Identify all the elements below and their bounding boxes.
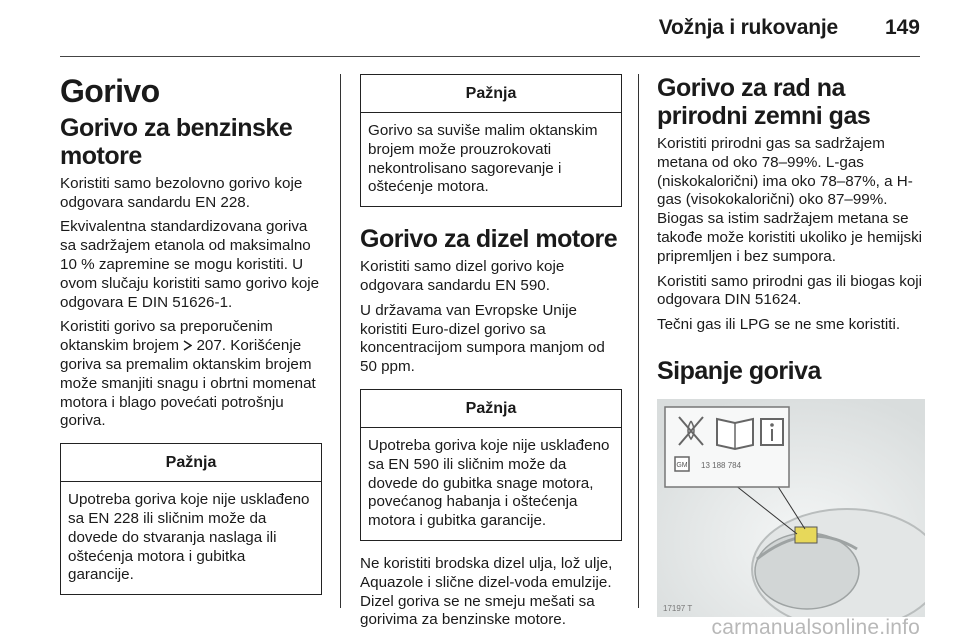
arrow-reference-icon[interactable]: [183, 340, 192, 351]
notice-box: [360, 389, 622, 541]
subsection-title: Gorivo za benzinske motore: [60, 113, 293, 170]
watermark: carmanualsonline.info: [711, 616, 920, 639]
page-number: 149: [884, 16, 920, 39]
column-left: [60, 74, 322, 607]
column-middle: [360, 74, 622, 636]
page-header: [0, 0, 960, 60]
column-divider: [638, 74, 639, 608]
subsection-title: Sipanje goriva: [657, 356, 821, 385]
paragraph: [60, 318, 322, 431]
notice-title: Pažnja: [361, 75, 621, 113]
notice-text: Upotreba goriva koje nije usklađeno sa EN 228 ili sličnim može da dovede do stvaranja naslaga ili oštećenja motora i gubitka garancije.: [68, 491, 310, 584]
subsection-title: Gorivo za rad na prirodni zemni gas: [657, 74, 871, 130]
paragraph: Koristiti samo dizel gorivo koje odgovara sandardu EN 590.: [360, 258, 565, 294]
notice-text: Upotreba goriva koje nije usklađeno sa EN 590 ili sličnim može da dovede do gubitka snage motora, povećanog habanja i oštećenja motora i gubitka garancije.: [368, 436, 610, 530]
fuel-filler-illustration: [657, 399, 925, 617]
fuel-filler-figure: [657, 399, 925, 617]
paragraph-text: 207. Korišćenje goriva sa premalim oktanskim brojem može smanjiti snagu i obrtni momenat motora i blago povećati potrošnju goriva.: [60, 337, 316, 430]
figure-id: 17197 T: [663, 603, 693, 613]
paragraph: Koristiti prirodni gas sa sadržajem metana od oko 78–99%. L-gas (niskokalorični) ima oko 78–87%, a H-gas (visokokalorični) oko 87–99%. Biogas sa istim sadržajem metana se takođe može koristiti ukoliko je hemijski pripremljen i bez sumpora.: [657, 135, 923, 265]
notice-box: [360, 74, 622, 207]
notice-text: Gorivo sa suviše malim oktanskim brojem može prouzrokovati nekontrolisano sagorevanje i oštećenje motora.: [368, 122, 598, 196]
paragraph: Tečni gas ili LPG se ne sme koristiti.: [657, 316, 901, 334]
paragraph: Koristiti samo bezolovno gorivo koje odgovara sandardu EN 228.: [60, 174, 303, 211]
paragraph: U državama van Evropske Unije koristiti Euro-dizel gorivo sa koncentracijom sumpora manjom od 50 ppm.: [360, 301, 605, 376]
notice-title: Pažnja: [361, 390, 621, 428]
notice-title: Pažnja: [61, 444, 321, 482]
notice-box: [60, 443, 322, 595]
paragraph-text: Koristiti gorivo sa preporučenim oktanskim brojem: [60, 318, 273, 355]
column-divider: [340, 74, 341, 608]
info-icon: [761, 419, 783, 445]
section-title: Gorivo: [60, 73, 160, 109]
subsection-title: Gorivo za dizel motore: [360, 225, 618, 254]
manual-book-icon: [717, 419, 753, 449]
label-brand: GM: [676, 461, 688, 469]
column-right: [657, 74, 925, 617]
paragraph: Koristiti samo prirodni gas ili biogas koji odgovara DIN 51624.: [657, 272, 923, 309]
label-number: 13 188 784: [701, 460, 742, 470]
paragraph: Ne koristiti brodska dizel ulja, lož ulje, Aquazole i slične dizel-voda emulzije. Dizel goriva se ne smeju mešati sa gorivima za benzinske motore.: [360, 554, 613, 629]
paragraph: Ekvivalentna standardizovana goriva sa sadržajem etanola od maksimalno 10 % zapremine se mogu koristiti. U ovom slučaju koristiti samo gorivo koje odgovara E DIN 51626-1.: [60, 218, 320, 311]
header-rule: [60, 56, 920, 57]
header-title: Vožnja i rukovanje: [658, 16, 838, 39]
